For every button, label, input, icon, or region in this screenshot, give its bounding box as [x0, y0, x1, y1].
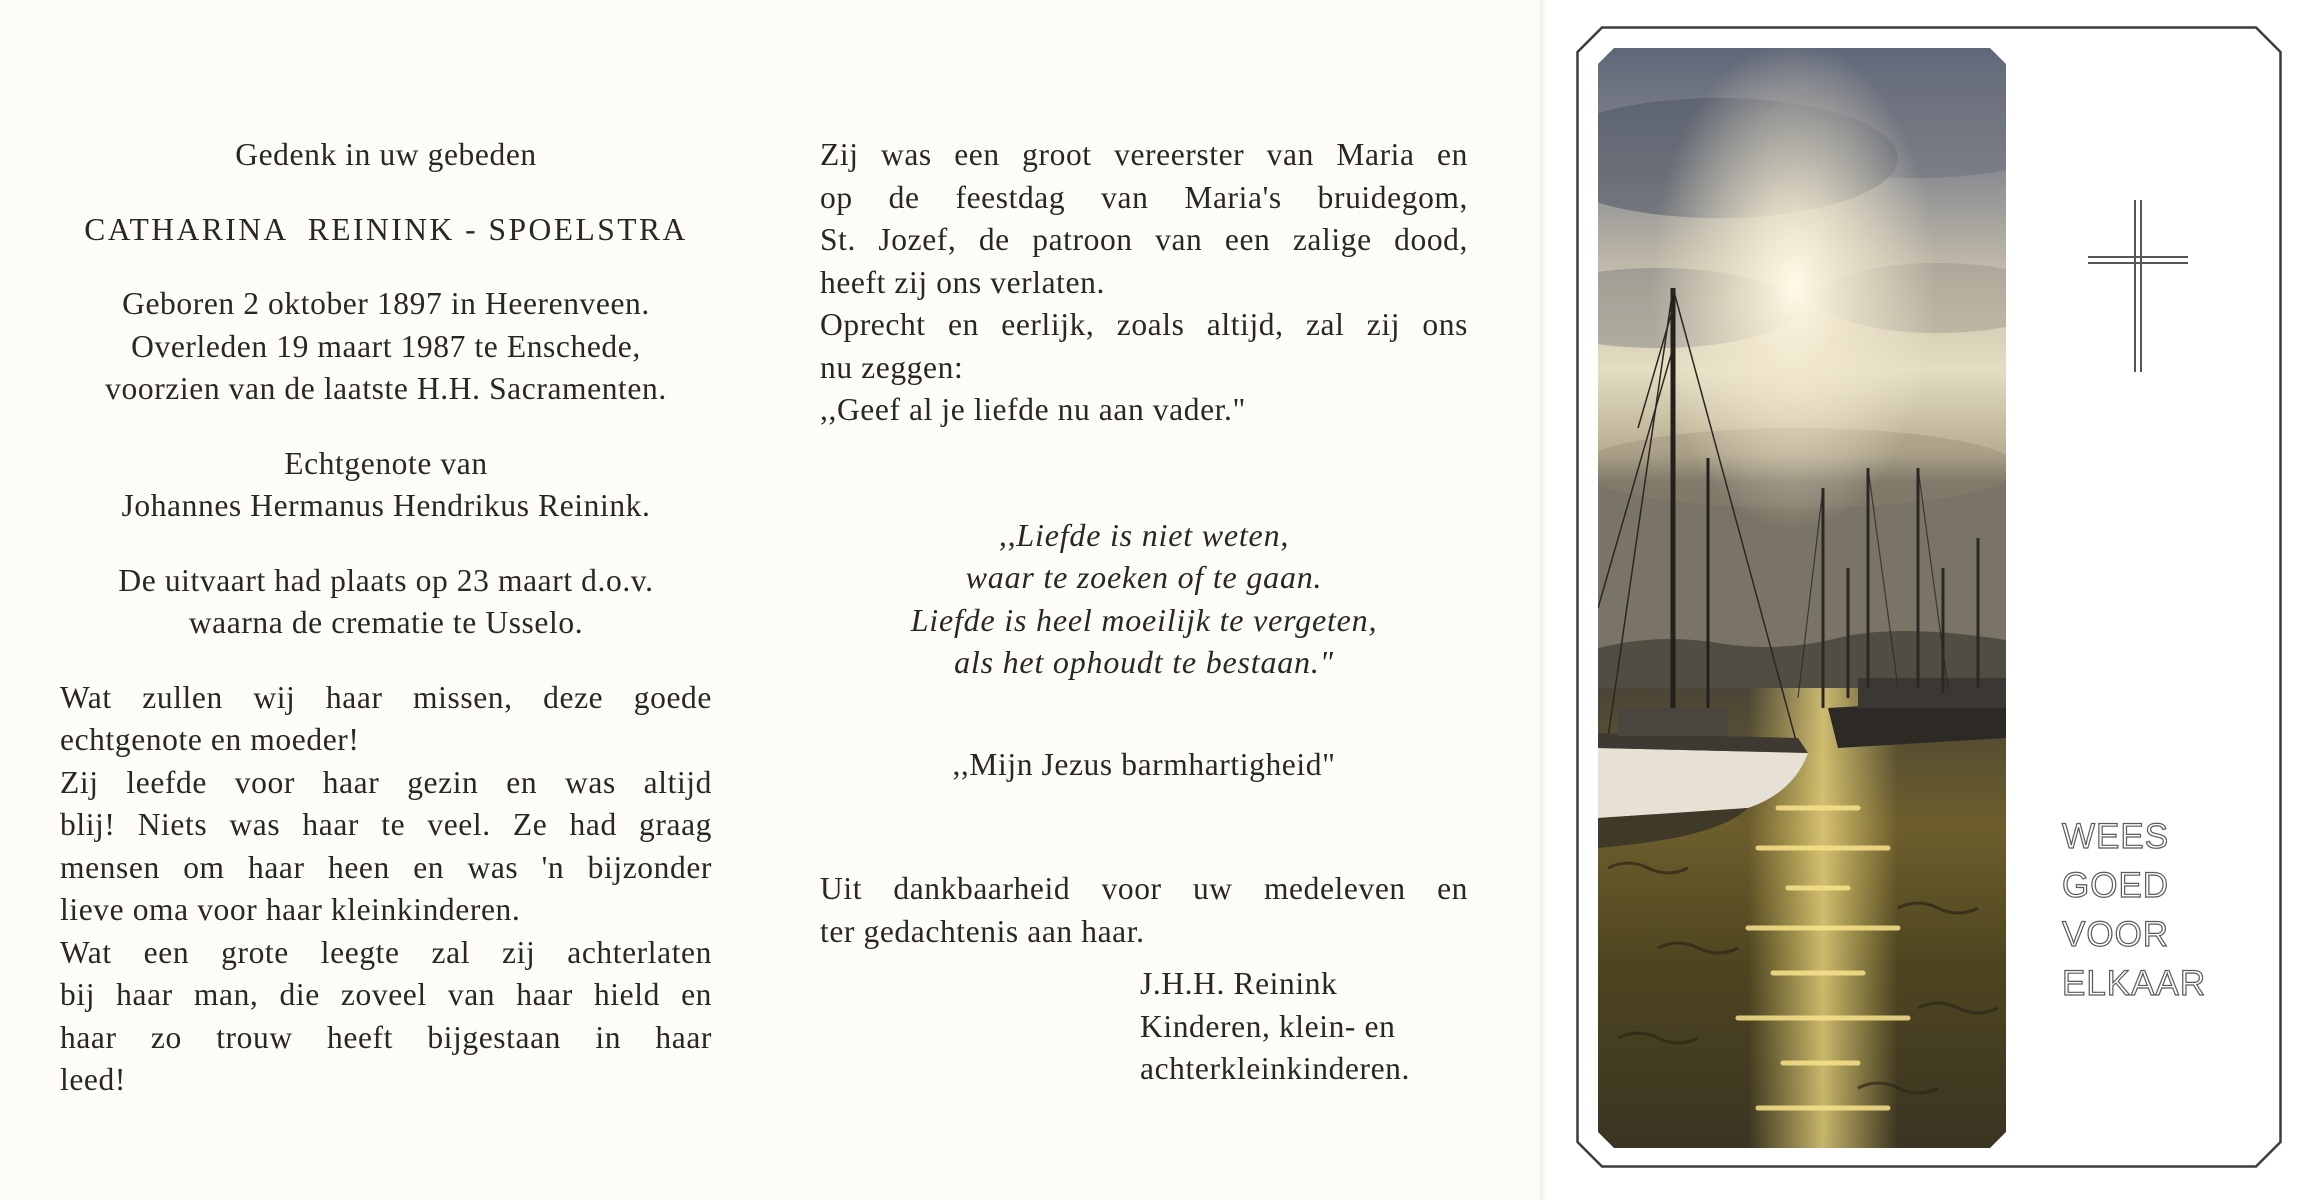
tagline-line: GOED	[2062, 866, 2170, 905]
prayer-line: ,,Mijn Jezus barmhartigheid"	[952, 746, 1336, 782]
heading: Gedenk in uw gebeden	[235, 137, 537, 172]
poem-line: waar te zoeken of te gaan.	[965, 559, 1323, 595]
devotion-line: nu zeggen:	[820, 349, 964, 385]
tribute-line: bij haar man, die zoveel van haar hield en	[60, 977, 712, 1012]
tribute-line: leed!	[60, 1062, 126, 1097]
tagline-line: VOOR	[2062, 915, 2170, 954]
tribute-paragraph	[60, 677, 712, 1102]
funeral-line: De uitvaart had plaats op 23 maart d.o.v.	[118, 562, 654, 598]
tagline-line: WEES	[2062, 817, 2170, 856]
left-column	[60, 134, 712, 1102]
devotion-paragraph	[820, 134, 1468, 432]
middle-column	[820, 134, 1468, 1091]
death-line: Overleden 19 maart 1987 te Enschede,	[131, 328, 641, 364]
thanks-line: ter gedachtenis aan haar.	[820, 913, 1145, 949]
tagline	[2062, 812, 2206, 1008]
deceased-name: CATHARINA REININK - SPOELSTRA	[84, 211, 688, 247]
devotion-quote: ,,Geef al je liefde nu aan vader."	[820, 392, 1246, 427]
thanks-paragraph	[820, 868, 1468, 953]
signature-line: J.H.H. Reinink	[1140, 966, 1338, 1001]
tribute-line: Zij leefde voor haar gezin en was altijd	[60, 764, 712, 800]
thanks-line: Uit dankbaarheid voor uw medeleven en	[820, 871, 1468, 906]
tribute-line: echtgenote en moeder!	[60, 722, 360, 757]
devotion-line: Zij was een groot vereerster van Maria en	[820, 137, 1468, 172]
harbor-sunset-photo	[1598, 48, 2006, 1148]
poem-line: ,,Liefde is niet weten,	[998, 516, 1290, 553]
tribute-line: Wat zullen wij haar missen, deze goede	[60, 679, 712, 715]
tribute-line: haar zo trouw heeft bijgestaan in haar	[60, 1019, 712, 1055]
tribute-line: mensen om haar heen en was 'n bijzonder	[60, 849, 712, 885]
spouse-name: Johannes Hermanus Hendrikus Reinink.	[121, 488, 651, 523]
tribute-line: lieve oma voor haar kleinkinderen.	[60, 892, 521, 927]
poem-line: Liefde is heel moeilijk te vergeten,	[910, 601, 1378, 638]
devotion-line: op de feestdag van Maria's bruidegom,	[820, 179, 1468, 215]
sacraments-line: voorzien van de laatste H.H. Sacramenten.	[105, 371, 667, 406]
cross-icon	[2088, 200, 2188, 372]
signature	[820, 963, 1468, 1091]
tribute-line: Wat een grote leegte zal zij achterlaten	[60, 934, 712, 970]
signature-line: Kinderen, klein- en	[1140, 1008, 1396, 1044]
devotion-line: heeft zij ons verlaten.	[820, 264, 1105, 300]
tribute-line: blij! Niets was haar te veel. Ze had graag	[60, 807, 712, 842]
signature-line: achterkleinkinderen.	[1140, 1051, 1410, 1086]
spouse-intro: Echtgenote van	[284, 445, 488, 481]
poem	[820, 514, 1468, 684]
cremation-line: waarna de crematie te Usselo.	[188, 605, 584, 640]
birth-line: Geboren 2 oktober 1897 in Heerenveen.	[122, 286, 650, 321]
tagline-line: ELKAAR	[2062, 964, 2207, 1003]
card-fold	[1540, 0, 1548, 1200]
devotion-line: St. Jozef, de patroon van een zalige dood,	[820, 222, 1468, 257]
poem-line: als het ophoudt te bestaan."	[954, 644, 1334, 680]
devotion-line: Oprecht en eerlijk, zoals altijd, zal zij ons	[820, 307, 1468, 342]
